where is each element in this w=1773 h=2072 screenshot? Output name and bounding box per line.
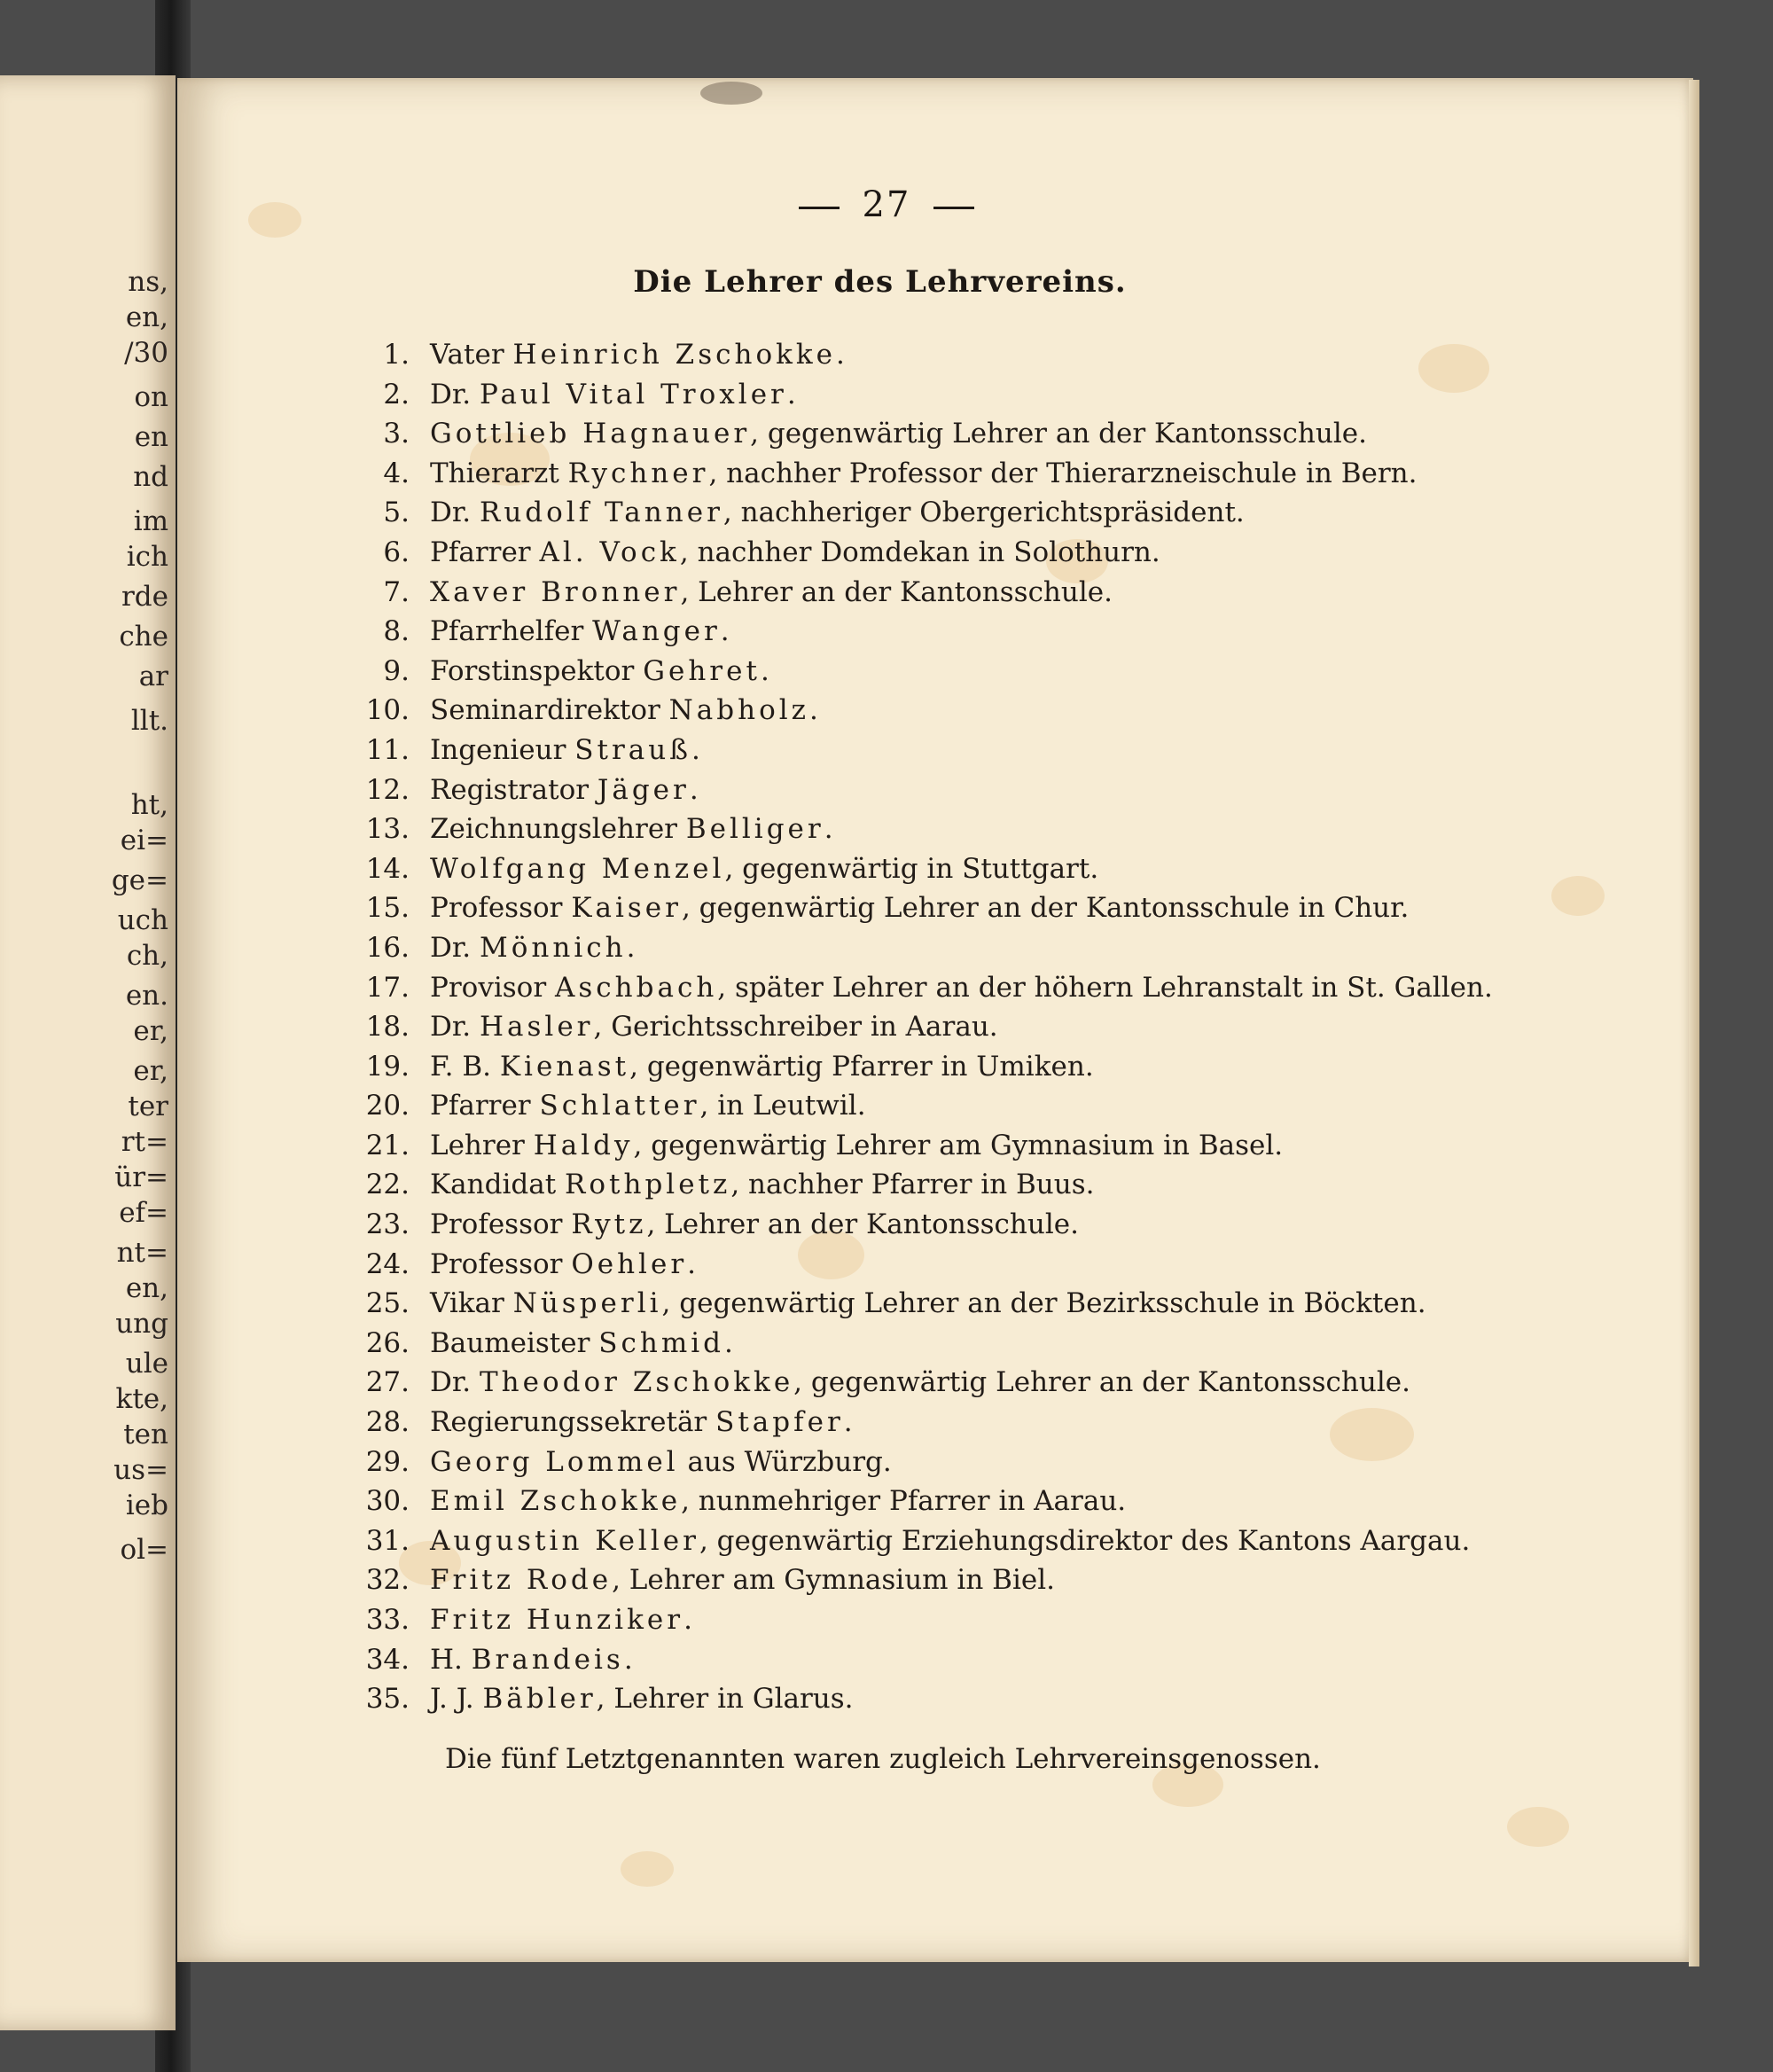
list-item [355, 1047, 1684, 1087]
list-item [355, 1007, 1684, 1047]
entry-name: Georg Lommel [430, 1445, 679, 1478]
entry-description: , Lehrer an der Kantonsschule. [646, 1208, 1079, 1241]
entry-description: . [689, 773, 699, 806]
entry-name: Aschbach [555, 971, 718, 1004]
entry-name: Wanger [592, 615, 721, 648]
entry-description: , nachher Pfarrer in Buus. [730, 1169, 1095, 1201]
list-item [355, 1126, 1684, 1166]
entry-name: Nüsperli [512, 1287, 662, 1320]
entry-name: Mönnich [479, 931, 627, 964]
entry-title: Baumeister [430, 1326, 599, 1359]
list-item [355, 1600, 1684, 1640]
list-item [355, 533, 1684, 573]
entry-number: 15. [365, 892, 410, 925]
left-page-fragment: ieb [125, 1489, 168, 1521]
entry-title: Forstinspektor [430, 654, 644, 687]
entry-name: Augustin Keller [430, 1524, 699, 1557]
left-page-fragment: uch [117, 904, 168, 936]
entry-name: Theodor Zschokke [479, 1366, 794, 1399]
left-page-fragment: ht, [130, 789, 168, 821]
entry-number: 29. [365, 1445, 410, 1478]
entry-title: F. B. [430, 1050, 500, 1083]
entry-name: Rothpletz [565, 1169, 731, 1201]
entry-description: , nachher Professor der Thierarzneischule in Bern. [708, 457, 1418, 489]
left-page-fragment: ür= [114, 1161, 168, 1193]
entry-number: 2. [383, 378, 410, 410]
entry-name: Rudolf Tanner [479, 496, 723, 529]
list-item [355, 1443, 1684, 1482]
left-page-fragment: che [119, 621, 168, 653]
list-item [355, 1165, 1684, 1205]
entry-name: Jäger [597, 773, 690, 806]
left-page-fragment: /30 [124, 337, 168, 369]
entry-number: 14. [365, 852, 410, 885]
entry-title: Registrator [430, 773, 598, 806]
left-page-fragment: er, [133, 1055, 168, 1087]
entry-number: 21. [365, 1129, 410, 1161]
list-item [355, 1679, 1684, 1719]
left-page-fragment: ich [126, 541, 168, 573]
entry-description: , nachher Domdekan in Solothurn. [679, 536, 1160, 568]
entry-number: 26. [365, 1326, 410, 1359]
list-item [355, 612, 1684, 652]
entry-number: 30. [365, 1485, 410, 1518]
entry-name: Rychner [567, 457, 709, 489]
entry-title: Ingenieur [430, 733, 575, 766]
list-item [355, 1560, 1684, 1600]
left-page-fragment: nt= [116, 1237, 168, 1269]
left-page-fragment: on [134, 381, 168, 413]
left-page-fragment: ten [123, 1419, 168, 1450]
entry-title: H. [430, 1643, 472, 1676]
left-page-fragment: ch, [126, 940, 168, 972]
list-item [355, 454, 1684, 494]
entry-title: Pfarrhelfer [430, 615, 593, 648]
left-page-fragment: ar [138, 661, 168, 692]
entry-title: Vikar [430, 1287, 513, 1320]
entry-number: 10. [365, 694, 410, 727]
entry-name: Fritz Hunziker [430, 1604, 684, 1636]
entry-description: , gegenwärtig Lehrer an der Bezirksschule in Böckten. [661, 1287, 1426, 1320]
left-page-fragment: ule [125, 1348, 168, 1380]
entry-description: , Gerichtsschreiber in Aarau. [593, 1011, 998, 1044]
list-item [355, 809, 1684, 849]
left-page-fragment: ef= [119, 1197, 168, 1229]
dash-left [799, 207, 840, 209]
entry-description: , Lehrer am Gymnasium in Biel. [612, 1564, 1055, 1597]
entry-description: , Lehrer in Glarus. [596, 1683, 854, 1716]
entry-title: Dr. [430, 931, 480, 964]
entry-number: 18. [365, 1011, 410, 1044]
entry-number: 33. [365, 1604, 410, 1636]
entry-title: Dr. [430, 1366, 480, 1399]
footnote: Die fünf Letztgenannten waren zugleich Lehrvereinsgenossen. [445, 1743, 1321, 1775]
entry-title: Pfarrer [430, 536, 540, 568]
entry-description: . [809, 694, 818, 727]
list-item [355, 1482, 1684, 1521]
entry-name: Bäbler [482, 1683, 597, 1716]
entry-name: Rytz [571, 1208, 647, 1241]
entry-title: Professor [430, 1247, 572, 1280]
entry-description: , gegenwärtig Erziehungsdirektor des Kantons Aargau. [699, 1524, 1471, 1557]
entry-name: Brandeis [471, 1643, 624, 1676]
entry-name: Stapfer [715, 1406, 844, 1439]
entry-description: , gegenwärtig Pfarrer in Umiken. [629, 1050, 1094, 1083]
entry-number: 19. [365, 1050, 410, 1083]
section-title: Die Lehrer des Lehrvereins. [633, 264, 1127, 300]
entry-description: . [724, 1326, 733, 1359]
list-item [355, 573, 1684, 613]
entry-name: Oehler [571, 1247, 688, 1280]
entry-description: , gegenwärtig Lehrer am Gymnasium in Basel. [633, 1129, 1284, 1161]
entry-number: 1. [383, 339, 410, 371]
list-item [355, 1640, 1684, 1680]
left-page-fragment: llt. [130, 705, 168, 737]
entry-description: , gegenwärtig Lehrer an der Kantonsschule. [793, 1366, 1410, 1399]
list-item [355, 928, 1684, 968]
entry-description: . [720, 615, 730, 648]
list-item [355, 1403, 1684, 1443]
entry-name: Kaiser [571, 892, 682, 925]
entry-number: 12. [365, 773, 410, 806]
ink-blot [700, 82, 762, 105]
left-page-fragment: ung [115, 1308, 168, 1340]
entry-number: 28. [365, 1406, 410, 1439]
entry-number: 4. [383, 457, 410, 489]
entry-number: 27. [365, 1366, 410, 1399]
entry-number: 32. [365, 1564, 410, 1597]
entry-number: 31. [365, 1524, 410, 1557]
left-page-fragment: rde [121, 581, 168, 613]
entry-description: . [843, 1406, 853, 1439]
list-item [355, 335, 1684, 375]
list-item [355, 691, 1684, 731]
entry-title: Lehrer [430, 1129, 534, 1161]
entry-description: , gegenwärtig in Stuttgart. [724, 852, 1099, 885]
entry-description: aus Würzburg. [678, 1445, 892, 1478]
entry-name: Gehret [643, 654, 761, 687]
entry-number: 24. [365, 1247, 410, 1280]
left-page-fragment: ge= [111, 864, 168, 896]
entry-title: Regierungssekretär [430, 1406, 716, 1439]
entry-number: 23. [365, 1208, 410, 1241]
entry-number: 9. [383, 654, 410, 687]
list-item [355, 968, 1684, 1008]
entry-number: 22. [365, 1169, 410, 1201]
entry-name: Haldy [533, 1129, 634, 1161]
entry-name: Xaver Bronner [430, 575, 681, 608]
entry-number: 5. [383, 496, 410, 529]
entry-name: Wolfgang Menzel [430, 852, 725, 885]
entry-title: Zeichnungslehrer [430, 813, 686, 846]
page-number: 27 [0, 184, 1773, 225]
entry-name: Emil Zschokke [430, 1485, 682, 1518]
entry-description: , in Leutwil. [699, 1090, 866, 1122]
entry-name: Fritz Rode [430, 1564, 613, 1597]
list-item [355, 375, 1684, 415]
entry-title: Dr. [430, 496, 480, 529]
left-page-fragment: im [133, 505, 168, 537]
list-item [355, 1245, 1684, 1285]
entry-name: Schlatter [539, 1090, 700, 1122]
list-item [355, 414, 1684, 454]
entry-title: J. J. [430, 1683, 483, 1716]
entry-title: Seminardirektor [430, 694, 669, 727]
entry-name: Heinrich Zschokke [512, 339, 837, 371]
left-page-fragment: kte, [115, 1383, 168, 1415]
entry-number: 34. [365, 1643, 410, 1676]
entry-number: 20. [365, 1090, 410, 1122]
entry-description: . [683, 1604, 692, 1636]
entry-number: 13. [365, 813, 410, 846]
left-page-fragment: en, [125, 301, 168, 333]
list-item [355, 888, 1684, 928]
entry-description: . [786, 378, 796, 410]
entry-name: Belliger [685, 813, 824, 846]
list-item [355, 652, 1684, 692]
left-page [0, 75, 176, 2030]
list-item [355, 731, 1684, 770]
entry-description: . [824, 813, 833, 846]
list-item [355, 770, 1684, 810]
entry-name: Schmid [598, 1326, 724, 1359]
list-item [355, 1324, 1684, 1364]
left-page-fragment: en [134, 421, 168, 453]
list-item [355, 849, 1684, 889]
entry-number: 6. [383, 536, 410, 568]
entry-title: Thierarzt [430, 457, 568, 489]
entry-name: Gottlieb Hagnauer [430, 418, 751, 450]
list-item [355, 1205, 1684, 1245]
entry-description: , nachheriger Obergerichtspräsident. [722, 496, 1245, 529]
entry-description: . [626, 931, 636, 964]
entry-number: 25. [365, 1287, 410, 1320]
entry-name: Al. Vock [539, 536, 680, 568]
entry-description: , später Lehrer an der höhern Lehranstalt in St. Gallen. [717, 971, 1493, 1004]
entry-number: 16. [365, 931, 410, 964]
entry-title: Pfarrer [430, 1090, 540, 1122]
left-page-fragment: ns, [128, 266, 168, 298]
entry-number: 11. [365, 733, 410, 766]
entry-number: 3. [383, 418, 410, 450]
entry-description: . [760, 654, 769, 687]
entry-title: Provisor [430, 971, 556, 1004]
entry-description: . [691, 733, 700, 766]
entry-title: Dr. [430, 1011, 480, 1044]
entry-description: . [687, 1247, 696, 1280]
left-page-fragment: en. [125, 980, 168, 1012]
entry-number: 35. [365, 1683, 410, 1716]
entry-title: Professor [430, 892, 572, 925]
list-item [355, 1521, 1684, 1561]
left-page-fragment: rt= [121, 1126, 168, 1158]
teacher-list [355, 335, 1684, 1719]
left-page-fragment: er, [133, 1015, 168, 1047]
entry-description: . [623, 1643, 633, 1676]
page-edge [1689, 80, 1699, 1966]
entry-description: , gegenwärtig Lehrer an der Kantonsschule in Chur. [681, 892, 1410, 925]
entry-title: Vater [430, 339, 513, 371]
entry-name: Nabholz [668, 694, 809, 727]
entry-number: 7. [383, 575, 410, 608]
entry-name: Kienast [499, 1050, 630, 1083]
left-page-fragment: us= [113, 1454, 168, 1486]
left-page-fragment: ol= [120, 1534, 168, 1566]
list-item [355, 1086, 1684, 1126]
entry-description: . [836, 339, 845, 371]
dash-right [933, 207, 974, 209]
left-page-fragment: ter [128, 1091, 168, 1122]
list-item [355, 1363, 1684, 1403]
entry-name: Hasler [479, 1011, 594, 1044]
entry-description: , nunmehriger Pfarrer in Aarau. [681, 1485, 1127, 1518]
entry-name: Paul Vital Troxler [479, 378, 787, 410]
entry-number: 8. [383, 615, 410, 648]
list-item [355, 1284, 1684, 1324]
left-page-fragment: ei= [120, 825, 168, 856]
entry-title: Kandidat [430, 1169, 566, 1201]
entry-number: 17. [365, 971, 410, 1004]
list-item [355, 493, 1684, 533]
left-page-fragment: nd [133, 461, 168, 493]
entry-description: , gegenwärtig Lehrer an der Kantonsschule. [750, 418, 1367, 450]
entry-title: Dr. [430, 378, 480, 410]
entry-description: , Lehrer an der Kantonsschule. [680, 575, 1113, 608]
entry-name: Strauß [574, 733, 691, 766]
entry-title: Professor [430, 1208, 572, 1241]
left-page-fragment: en, [125, 1272, 168, 1304]
